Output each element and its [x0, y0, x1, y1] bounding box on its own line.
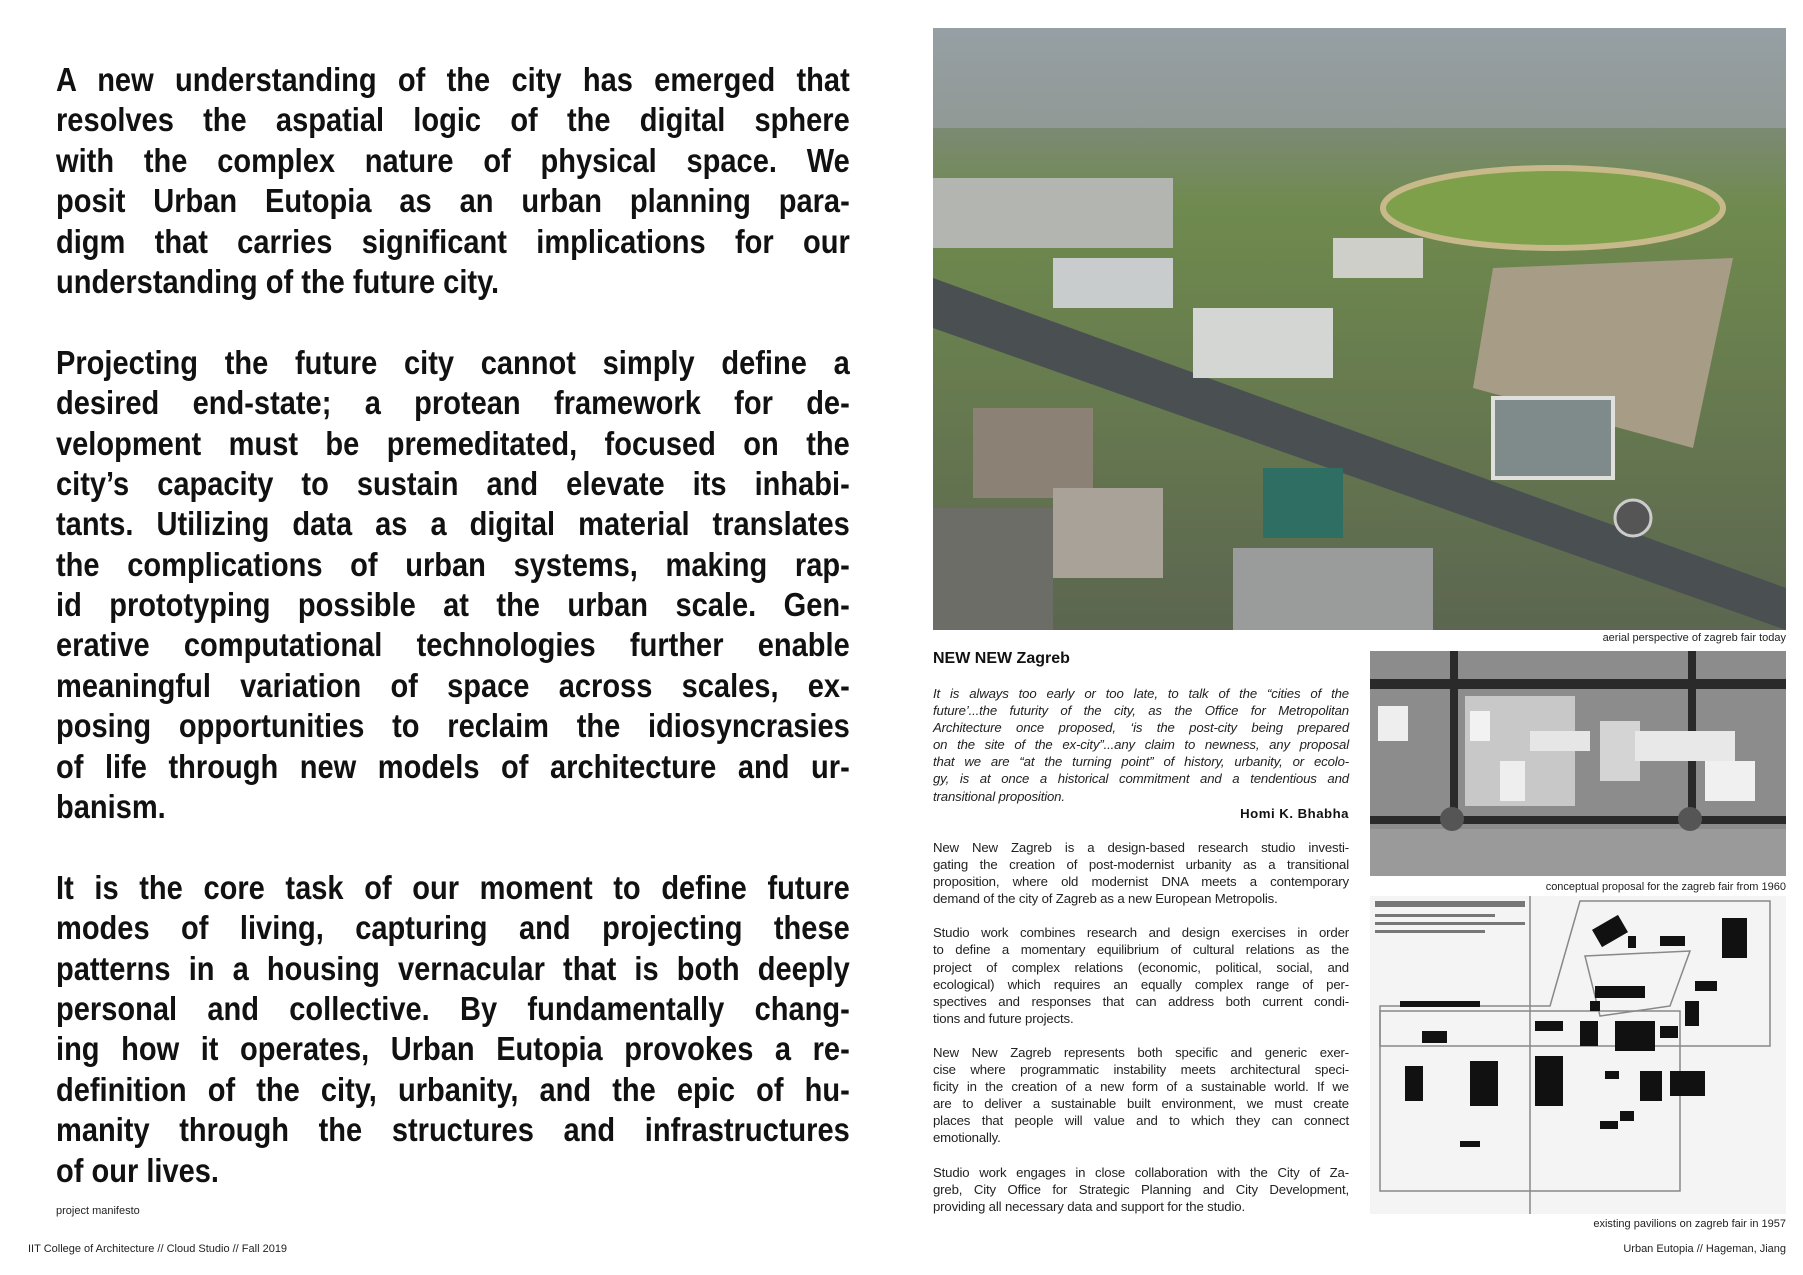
text-line: the complications of urban systems, making rap-: [56, 545, 850, 583]
text-line: cise where programmatic instability meets architectural speci-: [933, 1062, 1349, 1078]
text-line: modes of living, capturing and projecting these: [56, 909, 850, 947]
text-line: places that people will value and to which they can connect: [933, 1113, 1349, 1129]
studio-paragraph-4: [933, 1164, 1349, 1215]
text-line: understanding of the future city.: [56, 262, 500, 300]
text-line: with the complex nature of physical space. We: [56, 141, 850, 179]
epigraph-quote: [933, 685, 1349, 805]
text-line: desired end-state; a protean framework for de-: [56, 384, 850, 422]
studio-paragraph-1: [933, 839, 1349, 907]
quote-line: that we are “at the turning point” of history, urbanity, or ecolo-: [933, 754, 1349, 770]
text-line: of life through new models of architecture and ur-: [56, 747, 850, 785]
text-line: banism.: [56, 788, 166, 826]
text-line: greb, City Office for Strategic Planning and City Development,: [933, 1181, 1349, 1197]
quote-line: gy, is at once a historical commitment and a tendentious and: [933, 771, 1349, 787]
text-line: Projecting the future city cannot simply define a: [56, 343, 850, 381]
manifesto-text: [56, 60, 850, 1191]
text-line: patterns in a housing vernacular that is both deeply: [56, 949, 850, 987]
studio-title: NEW NEW Zagreb: [933, 650, 1070, 667]
text-line: tions and future projects.: [933, 1010, 1074, 1026]
text-line: ficity in the creation of a new form of a sustainable world. If we: [933, 1079, 1349, 1095]
text-line: to define a momentary equilibrium of cultural relations as the: [933, 942, 1349, 958]
studio-paragraph-2: [933, 924, 1349, 1027]
text-line: project of complex relations (economic, political, social, and: [933, 959, 1349, 975]
text-line: spectives and responses that can address both current condi-: [933, 993, 1349, 1009]
proposal-plan-image: [1370, 651, 1786, 876]
aerial-photo: [933, 28, 1786, 630]
text-line: A new understanding of the city has emerged that: [56, 61, 850, 98]
text-line: posit Urban Eutopia as an urban planning para-: [56, 182, 850, 220]
text-line: Studio work engages in close collaboration with the City of Za-: [933, 1164, 1349, 1180]
text-line: of our lives.: [56, 1151, 219, 1189]
quote-line: Architecture once proposed, ‘is the post-city being prepared: [933, 720, 1349, 736]
text-line: ing how it operates, Urban Eutopia provokes a re-: [56, 1030, 850, 1068]
quote-line: transitional proposition.: [933, 788, 1065, 804]
text-line: proposition, where old modernist DNA meets a contemporary: [933, 874, 1349, 890]
quote-line: It is always too early or too late, to talk of the “cities of the: [933, 686, 1349, 701]
text-line: id prototyping possible at the urban scale. Gen-: [56, 586, 850, 624]
text-line: New New Zagreb is a design-based research studio investi-: [933, 839, 1349, 855]
text-line: emotionally.: [933, 1130, 1001, 1146]
pavilions-map-image: [1370, 896, 1786, 1214]
manifesto-paragraph-1: [56, 60, 850, 302]
text-line: providing all necessary data and support for the studio.: [933, 1198, 1245, 1214]
text-line: tants. Utilizing data as a digital material translates: [56, 505, 850, 543]
footer-left: IIT College of Architecture // Cloud Studio // Fall 2019: [28, 1243, 288, 1255]
text-line: resolves the aspatial logic of the digital sphere: [56, 101, 850, 139]
text-line: definition of the city, urbanity, and the epic of hu-: [56, 1070, 850, 1108]
aerial-caption: aerial perspective of zagreb fair today: [1602, 632, 1786, 644]
manifesto-caption: project manifesto: [56, 1205, 140, 1217]
manifesto-paragraph-2: [56, 343, 850, 828]
text-line: ecological) which requires an equally complex range of per-: [933, 976, 1349, 992]
text-line: demand of the city of Zagreb as a new European Metropolis.: [933, 891, 1278, 907]
text-line: digm that carries significant implications for our: [56, 222, 850, 260]
text-line: Studio work combines research and design exercises in order: [933, 925, 1349, 941]
text-line: city’s capacity to sustain and elevate its inhabi-: [56, 464, 850, 502]
text-line: personal and collective. By fundamentally chang-: [56, 989, 850, 1027]
quote-author: Homi K. Bhabha: [1240, 805, 1349, 821]
text-line: manity through the structures and infrastructures: [56, 1111, 850, 1149]
studio-paragraph-3: [933, 1044, 1349, 1147]
text-line: It is the core task of our moment to define future: [56, 868, 850, 906]
proposal-caption: conceptual proposal for the zagreb fair from 1960: [1545, 881, 1786, 893]
text-line: New New Zagreb represents both specific and generic exer-: [933, 1044, 1349, 1060]
manifesto-paragraph-3: [56, 868, 850, 1191]
text-line: are to deliver a sustainable built environment, we must create: [933, 1096, 1349, 1112]
text-line: meaningful variation of space across scales, ex-: [56, 666, 850, 704]
pavilions-caption: existing pavilions on zagreb fair in 1957: [1593, 1218, 1786, 1230]
studio-description: [933, 650, 1349, 1215]
quote-line: future’...the futurity of the city, as the Office for Metropolitan: [933, 703, 1349, 719]
quote-line: on the site of the ex-city”...any claim to newness, any proposal: [933, 737, 1349, 753]
text-line: velopment must be premeditated, focused on the: [56, 424, 850, 462]
text-line: posing opportunities to reclaim the idiosyncrasies: [56, 707, 850, 745]
footer-right: Urban Eutopia // Hageman, Jiang: [1623, 1243, 1786, 1255]
text-line: gating the creation of post-modernist urbanity as a transitional: [933, 856, 1349, 872]
text-line: erative computational technologies further enable: [56, 626, 850, 664]
